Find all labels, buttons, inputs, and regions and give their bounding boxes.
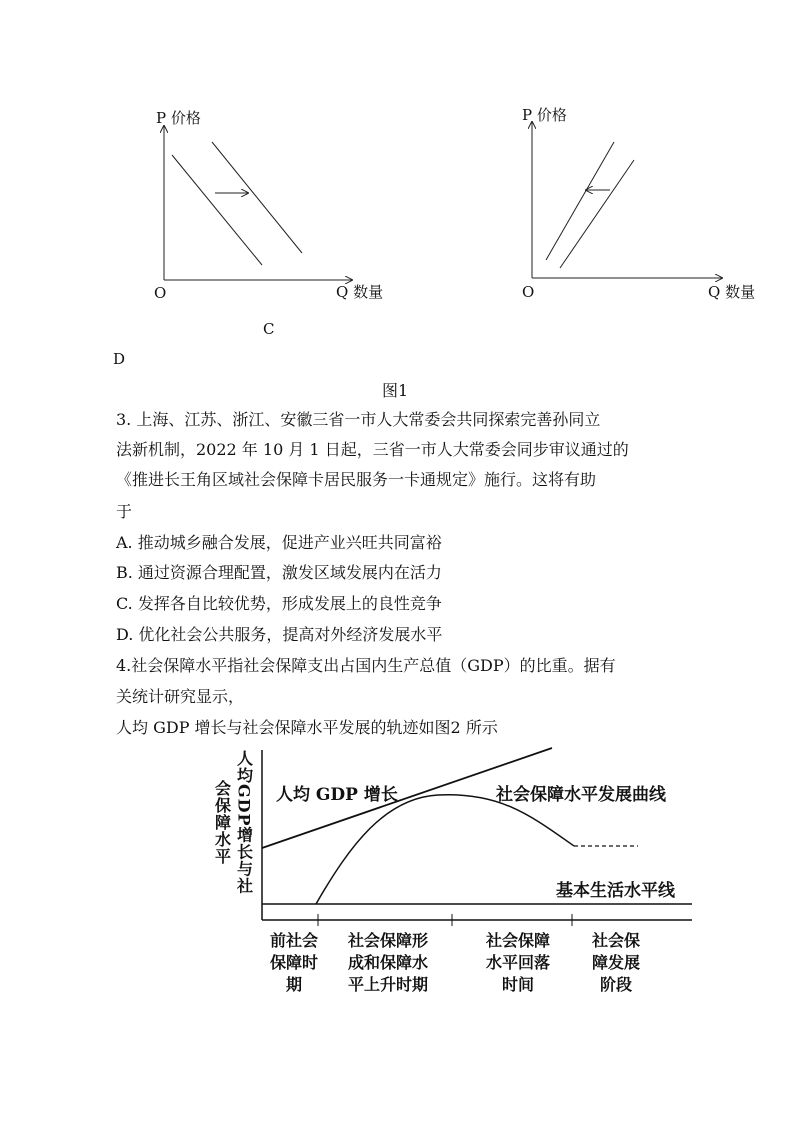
svg-text:前社会: 前社会	[269, 931, 319, 950]
svg-text:水平回落: 水平回落	[485, 953, 551, 972]
svg-text:平上升时期: 平上升时期	[347, 975, 429, 994]
svg-text:社会保障: 社会保障	[485, 931, 551, 950]
svg-text:人均GDP增长与社: 人均GDP增长与社	[234, 750, 254, 895]
svg-text:会保障水平: 会保障水平	[212, 780, 232, 865]
q3-option-d[interactable]: D. 优化社会公共服务，提高对外经济发展水平	[116, 625, 443, 644]
svg-text:社会保障形: 社会保障形	[347, 931, 429, 950]
origin-label: O	[522, 283, 535, 301]
y-axis-label: P 价格	[522, 106, 567, 124]
option-c-label: C	[263, 320, 275, 338]
svg-text:障发展: 障发展	[591, 953, 641, 972]
svg-text:时间: 时间	[501, 975, 535, 994]
q3-line-1: 3. 上海、江苏、浙江、安徽三省一市人大常委会共同探索完善孙同立	[116, 410, 601, 429]
svg-text:阶段: 阶段	[599, 975, 633, 994]
stage-label-2	[347, 931, 429, 994]
gdp-line-label: 人均 GDP 增长	[276, 785, 398, 805]
stage-label-3	[485, 931, 550, 994]
stage-label-4	[591, 931, 640, 994]
curve-1	[172, 155, 262, 265]
figure2	[200, 740, 720, 1010]
q4-line-2: 关统计研究显示，	[116, 687, 245, 706]
stage-label-1	[270, 931, 318, 994]
q3-line-2: 法新机制，2022 年 10 月 1 日起，三省一市人大常委会同步审议通过的	[116, 440, 629, 459]
q4-line-3: 人均 GDP 增长与社会保障水平发展的轨迹如图2 所示	[116, 718, 498, 737]
svg-text:社会保: 社会保	[591, 931, 641, 950]
svg-text:保障时: 保障时	[269, 953, 319, 972]
svg-text:成和保障水: 成和保障水	[347, 953, 429, 972]
origin-label: O	[154, 284, 167, 302]
svg-text:期: 期	[285, 975, 303, 994]
social-curve-label: 社会保障水平发展曲线	[496, 785, 666, 805]
graph-d	[508, 100, 778, 310]
graph-c	[140, 100, 400, 310]
y-axis-label: P 价格	[156, 109, 201, 127]
q3-option-a[interactable]: A. 推动城乡融合发展，促进产业兴旺共同富裕	[116, 533, 442, 552]
option-d-label: D	[113, 350, 126, 368]
baseline-label: 基本生活水平线	[556, 881, 675, 901]
curve-2	[560, 160, 634, 268]
curve-1	[546, 142, 614, 260]
curve-2	[212, 142, 302, 253]
x-axis-label: Q 数量	[336, 283, 384, 301]
q3-option-b[interactable]: B. 通过资源合理配置，激发区域发展内在活力	[116, 563, 442, 582]
x-axis-label: Q 数量	[708, 283, 756, 301]
fig2-y-axis-label	[213, 750, 254, 895]
q3-line-3: 《推进长王角区域社会保障卡居民服务一卡通规定》施行。这将有助	[116, 470, 597, 489]
q4-line-1: 4.社会保障水平指社会保障支出占国内生产总值（GDP）的比重。据有	[116, 656, 616, 675]
figure1-caption: 图1	[382, 381, 409, 400]
q3-option-c[interactable]: C. 发挥各自比较优势，形成发展上的良性竞争	[116, 594, 442, 613]
social-security-curve	[316, 795, 574, 904]
q3-line-4: 于	[116, 502, 133, 521]
